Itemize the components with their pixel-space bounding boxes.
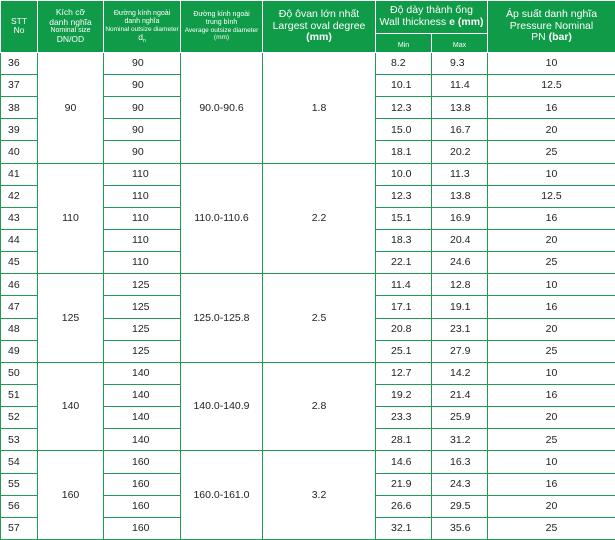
header-max	[432, 34, 488, 53]
cell-stt: 55	[1, 473, 38, 495]
cell-outside-diameter: 125	[104, 274, 181, 296]
cell-wall-max: 11.3	[432, 163, 488, 185]
cell-pressure: 20	[488, 119, 615, 141]
cell-wall-min: 18.1	[376, 141, 432, 163]
cell-wall-min: 12.7	[376, 362, 432, 384]
header-wall-thickness-en: Wall thickness	[379, 16, 447, 28]
header-stt-en: No	[13, 25, 25, 36]
cell-outside-diameter: 160	[104, 451, 181, 473]
header-outside-diameter-symbol: d	[138, 32, 143, 43]
cell-stt: 56	[1, 495, 38, 517]
cell-outside-diameter: 90	[104, 52, 181, 74]
cell-average-diameter: 110.0-110.6	[181, 163, 263, 274]
cell-pressure: 20	[488, 230, 615, 252]
cell-average-diameter: 140.0-140.9	[181, 362, 263, 451]
header-nominal-size-vi-1: Kích cỡ	[55, 7, 86, 18]
cell-outside-diameter: 140	[104, 407, 181, 429]
cell-oval-degree: 2.2	[263, 163, 376, 274]
cell-stt: 43	[1, 207, 38, 229]
cell-stt: 36	[1, 52, 38, 74]
cell-pressure: 16	[488, 296, 615, 318]
table-row	[1, 274, 615, 296]
table-body	[1, 52, 615, 539]
cell-oval-degree: 1.8	[263, 52, 376, 163]
cell-wall-max: 9.3	[432, 52, 488, 74]
cell-wall-min: 12.3	[376, 97, 432, 119]
cell-nominal-size: 125	[38, 274, 104, 363]
cell-wall-max: 24.6	[432, 252, 488, 274]
cell-wall-min: 8.2	[376, 52, 432, 74]
cell-oval-degree: 2.5	[263, 274, 376, 363]
header-nominal-size-vi-2: danh nghĩa	[49, 16, 92, 27]
header-oval-degree	[263, 1, 376, 53]
table-row	[1, 362, 615, 384]
header-pressure	[488, 1, 615, 53]
header-outside-diameter	[104, 1, 181, 53]
header-stt	[1, 1, 38, 53]
cell-wall-min: 25.1	[376, 340, 432, 362]
cell-stt: 52	[1, 407, 38, 429]
header-average-diameter-en: Average outsize diameter	[184, 27, 259, 35]
cell-wall-max: 35.6	[432, 517, 488, 539]
header-pressure-vi: Áp suất danh nghĩa	[505, 7, 598, 20]
cell-wall-min: 15.1	[376, 207, 432, 229]
cell-stt: 42	[1, 185, 38, 207]
cell-nominal-size: 110	[38, 163, 104, 274]
cell-stt: 37	[1, 75, 38, 97]
cell-outside-diameter: 110	[104, 252, 181, 274]
cell-wall-min: 11.4	[376, 274, 432, 296]
header-pressure-unit: (bar)	[548, 31, 572, 44]
header-min-label: Min	[397, 42, 410, 49]
cell-wall-min: 22.1	[376, 252, 432, 274]
cell-stt: 48	[1, 318, 38, 340]
header-wall-thickness-symbol: e	[449, 16, 455, 28]
header-pressure-en: Pressure Nominal	[509, 19, 594, 32]
cell-wall-max: 25.9	[432, 407, 488, 429]
cell-outside-diameter: 125	[104, 340, 181, 362]
cell-outside-diameter: 125	[104, 296, 181, 318]
cell-stt: 53	[1, 429, 38, 451]
cell-outside-diameter: 90	[104, 75, 181, 97]
cell-outside-diameter: 90	[104, 97, 181, 119]
cell-stt: 41	[1, 163, 38, 185]
header-min	[376, 34, 432, 53]
cell-stt: 57	[1, 517, 38, 539]
header-oval-degree-en: Largest oval degree	[272, 19, 366, 32]
header-wall-thickness-unit: (mm)	[457, 16, 484, 28]
cell-outside-diameter: 160	[104, 495, 181, 517]
cell-outside-diameter: 90	[104, 141, 181, 163]
cell-wall-min: 12.3	[376, 185, 432, 207]
cell-wall-min: 32.1	[376, 517, 432, 539]
cell-outside-diameter: 125	[104, 318, 181, 340]
header-nominal-size-en: Nominal size	[50, 27, 91, 35]
cell-pressure: 10	[488, 52, 615, 74]
cell-wall-min: 10.0	[376, 163, 432, 185]
cell-average-diameter: 160.0-161.0	[181, 451, 263, 540]
cell-wall-min: 10.1	[376, 75, 432, 97]
cell-pressure: 20	[488, 407, 615, 429]
cell-wall-max: 16.7	[432, 119, 488, 141]
cell-wall-max: 29.5	[432, 495, 488, 517]
cell-outside-diameter: 90	[104, 119, 181, 141]
cell-stt: 47	[1, 296, 38, 318]
cell-pressure: 10	[488, 163, 615, 185]
cell-wall-min: 20.8	[376, 318, 432, 340]
cell-oval-degree: 3.2	[263, 451, 376, 540]
cell-wall-min: 28.1	[376, 429, 432, 451]
cell-wall-max: 12.8	[432, 274, 488, 296]
cell-wall-max: 20.4	[432, 230, 488, 252]
table-row	[1, 52, 615, 74]
cell-wall-max: 23.1	[432, 318, 488, 340]
cell-stt: 49	[1, 340, 38, 362]
cell-stt: 54	[1, 451, 38, 473]
cell-stt: 39	[1, 119, 38, 141]
cell-wall-max: 14.2	[432, 362, 488, 384]
cell-wall-max: 31.2	[432, 429, 488, 451]
cell-pressure: 10	[488, 362, 615, 384]
header-outside-diameter-en: Nominal outsize diameter	[105, 25, 179, 33]
header-nominal-size	[38, 1, 104, 53]
cell-pressure: 16	[488, 207, 615, 229]
cell-outside-diameter: 140	[104, 362, 181, 384]
header-pressure-symbol: PN	[531, 31, 546, 44]
cell-stt: 45	[1, 252, 38, 274]
cell-wall-max: 20.2	[432, 141, 488, 163]
cell-wall-max: 16.3	[432, 451, 488, 473]
cell-pressure: 25	[488, 252, 615, 274]
cell-wall-max: 13.8	[432, 97, 488, 119]
cell-outside-diameter: 110	[104, 207, 181, 229]
table-header	[1, 1, 615, 53]
cell-wall-max: 11.4	[432, 75, 488, 97]
header-outside-diameter-vi-1: Đường kính ngoài	[113, 10, 171, 18]
cell-pressure: 25	[488, 429, 615, 451]
header-nominal-size-unit: DN/OD	[56, 34, 85, 45]
cell-stt: 44	[1, 230, 38, 252]
cell-stt: 46	[1, 274, 38, 296]
cell-wall-max: 24.3	[432, 473, 488, 495]
cell-nominal-size: 90	[38, 52, 104, 163]
cell-oval-degree: 2.8	[263, 362, 376, 451]
cell-average-diameter: 125.0-125.8	[181, 274, 263, 363]
cell-outside-diameter: 160	[104, 473, 181, 495]
cell-pressure: 25	[488, 141, 615, 163]
cell-wall-max: 21.4	[432, 385, 488, 407]
header-average-diameter-vi-1: Đường kính ngoài	[193, 11, 250, 19]
cell-wall-max: 27.9	[432, 340, 488, 362]
header-average-diameter-unit: (mm)	[213, 34, 230, 42]
header-average-diameter-vi-2: trung bình	[205, 19, 238, 27]
cell-outside-diameter: 110	[104, 230, 181, 252]
cell-pressure: 16	[488, 473, 615, 495]
cell-pressure: 25	[488, 517, 615, 539]
cell-wall-min: 21.9	[376, 473, 432, 495]
cell-wall-max: 19.1	[432, 296, 488, 318]
header-oval-degree-vi: Độ ôvan lớn nhất	[278, 7, 360, 20]
cell-outside-diameter: 140	[104, 429, 181, 451]
cell-pressure: 12.5	[488, 185, 615, 207]
cell-average-diameter: 90.0-90.6	[181, 52, 263, 163]
cell-pressure: 10	[488, 274, 615, 296]
cell-wall-max: 13.8	[432, 185, 488, 207]
cell-wall-min: 23.3	[376, 407, 432, 429]
cell-wall-min: 14.6	[376, 451, 432, 473]
header-oval-degree-unit: (mm)	[306, 31, 332, 44]
cell-pressure: 10	[488, 451, 615, 473]
table-row	[1, 163, 615, 185]
table-row	[1, 451, 615, 473]
cell-wall-min: 15.0	[376, 119, 432, 141]
header-outside-diameter-subscript: n	[142, 38, 146, 45]
cell-pressure: 16	[488, 97, 615, 119]
cell-outside-diameter: 140	[104, 385, 181, 407]
cell-stt: 38	[1, 97, 38, 119]
cell-wall-min: 19.2	[376, 385, 432, 407]
cell-wall-max: 16.9	[432, 207, 488, 229]
cell-outside-diameter: 110	[104, 185, 181, 207]
header-wall-thickness-vi: Độ dày thành ống	[390, 4, 473, 17]
header-max-label: Max	[452, 42, 467, 49]
cell-outside-diameter: 110	[104, 163, 181, 185]
cell-stt: 40	[1, 141, 38, 163]
cell-wall-min: 18.3	[376, 230, 432, 252]
header-stt-vi: STT	[10, 15, 28, 26]
cell-pressure: 20	[488, 495, 615, 517]
cell-stt: 50	[1, 362, 38, 384]
cell-stt: 51	[1, 385, 38, 407]
cell-outside-diameter: 160	[104, 517, 181, 539]
cell-pressure: 20	[488, 318, 615, 340]
cell-pressure: 12.5	[488, 75, 615, 97]
header-outside-diameter-vi-2: danh nghĩa	[124, 18, 160, 26]
header-wall-thickness	[376, 1, 488, 34]
cell-pressure: 25	[488, 340, 615, 362]
cell-wall-min: 26.6	[376, 495, 432, 517]
cell-pressure: 16	[488, 385, 615, 407]
cell-wall-min: 17.1	[376, 296, 432, 318]
cell-nominal-size: 140	[38, 362, 104, 451]
header-average-diameter	[181, 1, 263, 53]
cell-nominal-size: 160	[38, 451, 104, 540]
